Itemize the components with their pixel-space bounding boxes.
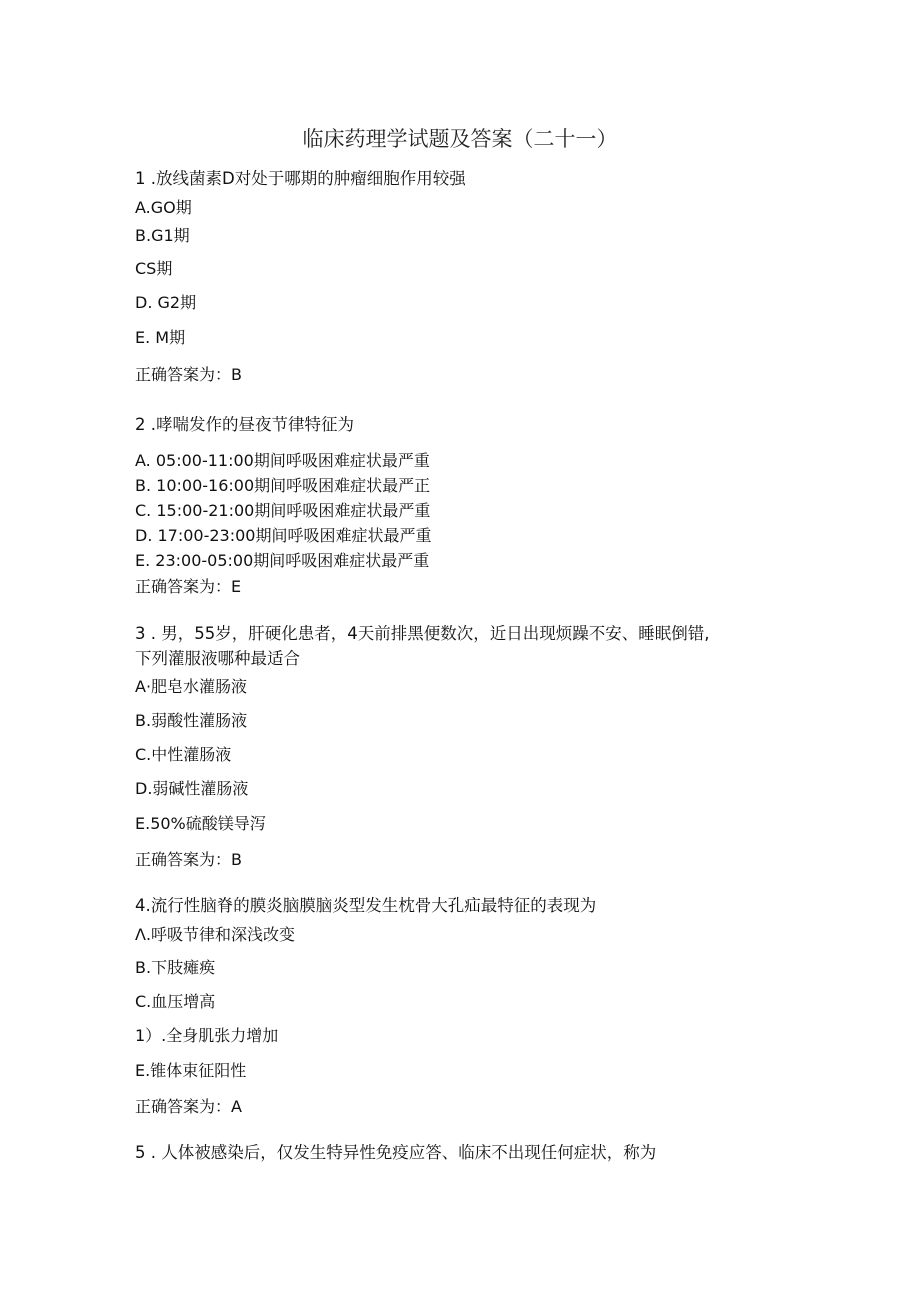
document-title: 临床药理学试题及答案（二十一）: [302, 127, 618, 151]
question-3-answer: 正确答案为：B: [135, 850, 242, 869]
question-2-option-c: C. 15:00-21:00期间呼吸困难症状最严重: [135, 501, 431, 520]
question-2-option-e: E. 23:00-05:00期间呼吸困难症状最严重: [135, 551, 430, 570]
question-3-option-e: E.50%硫酸镁导泻: [135, 814, 266, 833]
question-3-option-a: A·肥皂水灌肠液: [135, 677, 248, 696]
question-4-answer: 正确答案为：A: [135, 1097, 242, 1116]
question-3-option-d: D.弱碱性灌肠液: [135, 779, 249, 798]
question-1-option-a: A.GO期: [135, 198, 192, 217]
question-3-stem-line1: 3 . 男，55岁，肝硬化患者，4天前排黑便数次，近日出现烦躁不安、睡眠倒错,: [135, 624, 710, 643]
question-1-answer: 正确答案为：B: [135, 365, 242, 384]
question-5-stem: 5 . 人体被感染后，仅发生特异性免疫应答、临床不出现任何症状，称为: [135, 1143, 657, 1162]
question-2-option-a: A. 05:00-11:00期间呼吸困难症状最严重: [135, 451, 430, 470]
question-2-stem: 2 .哮喘发作的昼夜节律特征为: [135, 415, 354, 434]
question-4-option-e: E.锥体束征阳性: [135, 1061, 247, 1080]
question-3-option-c: C.中性灌肠液: [135, 745, 232, 764]
question-4-stem: 4.流行性脑脊的膜炎脑膜脑炎型发生枕骨大孔疝最特征的表现为: [135, 896, 597, 915]
question-3-option-b: B.弱酸性灌肠液: [135, 711, 248, 730]
question-1-option-e: E. M期: [135, 328, 186, 347]
question-2-answer: 正确答案为：E: [135, 577, 242, 596]
question-1-option-b: B.G1期: [135, 226, 190, 245]
question-1-option-d: D. G2期: [135, 293, 197, 312]
question-1-option-c: CS期: [135, 259, 173, 278]
question-4-option-d: 1）.全身肌张力增加: [135, 1026, 279, 1045]
question-4-option-c: C.血压增高: [135, 992, 216, 1011]
question-3-stem-line2: 下列灌服液哪种最适合: [135, 649, 300, 668]
question-4-option-b: B.下肢瘫痪: [135, 958, 216, 977]
question-2-option-d: D. 17:00-23:00期间呼吸困难症状最严重: [135, 526, 432, 545]
question-1-stem: 1 .放线菌素D对处于哪期的肿瘤细胞作用较强: [135, 169, 466, 188]
question-2-option-b: B. 10:00-16:00期间呼吸困难症状最严正: [135, 476, 431, 495]
question-4-option-a: Λ.呼吸节律和深浅改变: [135, 925, 296, 944]
